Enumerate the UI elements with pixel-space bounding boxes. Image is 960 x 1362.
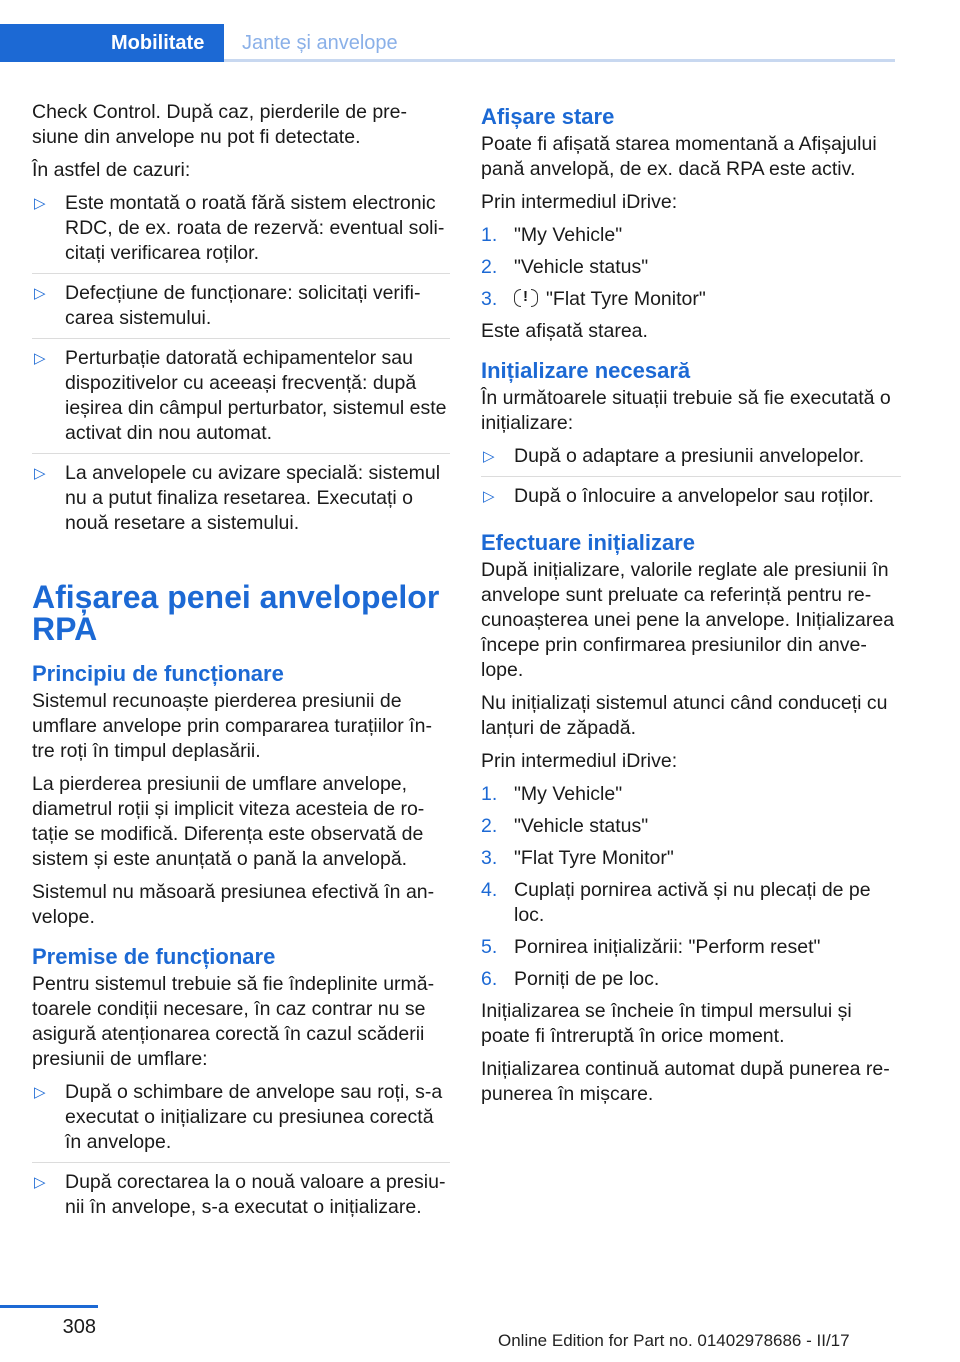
numbered-list	[481, 782, 901, 992]
list-item-text: La anvelopele cu avizare specială: sistemul nu a putut finaliza resetarea. Executați o nouă resetare a sistemului.	[65, 462, 441, 534]
step-number: 3.	[481, 288, 498, 310]
bullet-list	[481, 444, 901, 516]
page-number: 308	[0, 1305, 98, 1339]
paragraph: Inițializarea continuă automat după punerea re‐punerea în mișcare.	[481, 1058, 890, 1105]
step-number: 1.	[481, 224, 498, 246]
section-title: Afișarea penei anvelopelor RPA	[32, 579, 440, 647]
triangle-bullet-icon: ▷	[34, 465, 46, 482]
triangle-bullet-icon: ▷	[34, 285, 46, 302]
list-item-text: Cuplați pornirea activă și nu plecați de pe loc.	[514, 879, 871, 926]
step-number: 5.	[481, 936, 498, 958]
paragraph: Nu inițializați sistemul atunci când conduceți cu lanțuri de zăpadă.	[481, 692, 888, 739]
list-item-text: După o adaptare a presiunii anvelopelor.	[514, 445, 865, 467]
page-header	[0, 0, 895, 62]
list-item	[481, 484, 901, 516]
paragraph: După inițializare, valorile reglate ale presiunii în anvelope sunt preluate ca referință pentru re‐cunoașterea unei pene la anvelope. Inițializarea începe prin confirmarea presiunilor din anve‐lope.	[481, 559, 895, 681]
step-number: 2.	[481, 256, 498, 278]
list-item	[481, 287, 901, 312]
tyre-warning-icon	[514, 289, 538, 307]
list-item-text: După o schimbare de anvelope sau roți, s-a executat o inițializare cu presiunea corectă în anvelope.	[65, 1081, 443, 1153]
step-number: 2.	[481, 815, 498, 837]
list-item	[32, 346, 450, 454]
list-item	[481, 878, 901, 928]
list-item-text: Defecțiune de funcționare: solicitați verifi‐carea sistemului.	[65, 282, 421, 329]
list-item-text: După corectarea la o nouă valoare a presiu‐nii în anvelope, s-a executat o inițializare.	[65, 1171, 446, 1218]
list-item-text: "My Vehicle"	[514, 783, 623, 805]
paragraph: Prin intermediul iDrive:	[481, 191, 678, 213]
chapter-tab[interactable]: Jante și anvelope	[242, 32, 398, 54]
list-item	[32, 1080, 450, 1163]
header-divider	[224, 59, 895, 62]
bullet-list	[32, 191, 450, 543]
paragraph: În astfel de cazuri:	[32, 159, 191, 181]
paragraph: Inițializarea se încheie în timpul mersului și poate fi întreruptă în orice moment.	[481, 1000, 852, 1047]
paragraph: Poate fi afișată starea momentană a Afișajului pană anvelopă, de ex. dacă RPA este activ.	[481, 133, 877, 180]
subsection-title: Principiu de funcționare	[32, 661, 284, 686]
paragraph: La pierderea presiunii de umflare anvelope, diametrul roții și implicit viteza acesteia de ro‐tație se modifică. Diferența este observată de sistem și este anunțată o pană la anvelopă.	[32, 773, 425, 870]
list-item	[32, 461, 450, 543]
paragraph: Sistemul nu măsoară presiunea efectivă în an‐velope.	[32, 881, 435, 928]
list-item	[32, 281, 450, 339]
step-number: 4.	[481, 879, 498, 901]
triangle-bullet-icon: ▷	[34, 195, 46, 212]
subsection-title: Efectuare inițializare	[481, 530, 695, 555]
step-number: 1.	[481, 783, 498, 805]
list-item-text: "Vehicle status"	[514, 815, 649, 837]
step-number: 6.	[481, 968, 498, 990]
list-item-text: Pornirea inițializării: "Perform reset"	[514, 936, 821, 958]
list-item-text: "My Vehicle"	[514, 224, 623, 246]
list-item-text: După o înlocuire a anvelopelor sau roților.	[514, 485, 874, 507]
list-item-text: Este montată o roată fără sistem electronic RDC, de ex. roata de rezervă: eventual soli‐citați verificarea roților.	[65, 192, 445, 264]
paragraph: Sistemul recunoaște pierderea presiunii de umflare anvelope prin compararea turațiilor în‐tre roți în timpul deplasării.	[32, 690, 432, 762]
list-item-text: "Vehicle status"	[514, 256, 649, 278]
subsection-title: Premise de funcționare	[32, 944, 276, 969]
tyre-warning-glyph: !	[523, 288, 528, 305]
subsection-title: Afișare stare	[481, 104, 615, 129]
step-number: 3.	[481, 847, 498, 869]
list-item	[481, 444, 901, 477]
list-item	[481, 814, 901, 839]
list-item	[481, 967, 901, 992]
paragraph: Prin intermediul iDrive:	[481, 750, 678, 772]
paragraph: Pentru sistemul trebuie să fie îndeplinite urmă‐toarele condiții necesare, în caz contrar nu se asigură atenționarea corectă în cazul scăderii presiunii de umflare:	[32, 973, 435, 1070]
paragraph: Este afișată starea.	[481, 320, 648, 342]
numbered-list	[481, 223, 901, 312]
triangle-bullet-icon: ▷	[34, 1084, 46, 1101]
section-tab[interactable]: Mobilitate	[0, 24, 224, 62]
list-item	[481, 255, 901, 280]
triangle-bullet-icon: ▷	[483, 488, 495, 505]
triangle-bullet-icon: ▷	[34, 1174, 46, 1191]
list-item	[481, 782, 901, 807]
list-item	[32, 1170, 450, 1227]
subsection-title: Inițializare necesară	[481, 358, 691, 383]
list-item	[481, 846, 901, 871]
edition-footer: Online Edition for Part no. 01402978686 - II/17	[498, 1331, 850, 1350]
list-item-text: Perturbație datorată echipamentelor sau dispozitivelor cu aceeași frecvență: după ieșirea din câmpul perturbator, sistemul este activat din nou automat.	[65, 347, 447, 444]
list-item-text: Porniți de pe loc.	[514, 968, 660, 990]
triangle-bullet-icon: ▷	[483, 448, 495, 465]
list-item	[481, 935, 901, 960]
paragraph: În următoarele situații trebuie să fie executată o inițializare:	[481, 387, 891, 434]
list-item-text: "Flat Tyre Monitor"	[514, 847, 674, 869]
left-column	[32, 100, 450, 1234]
list-item-text: "Flat Tyre Monitor"	[546, 288, 706, 310]
paragraph: Check Control. După caz, pierderile de pre‐siune din anvelope nu pot fi detectate.	[32, 101, 408, 148]
triangle-bullet-icon: ▷	[34, 350, 46, 367]
bullet-list	[32, 1080, 450, 1227]
list-item	[481, 223, 901, 248]
list-item	[32, 191, 450, 274]
right-column	[481, 100, 901, 1115]
